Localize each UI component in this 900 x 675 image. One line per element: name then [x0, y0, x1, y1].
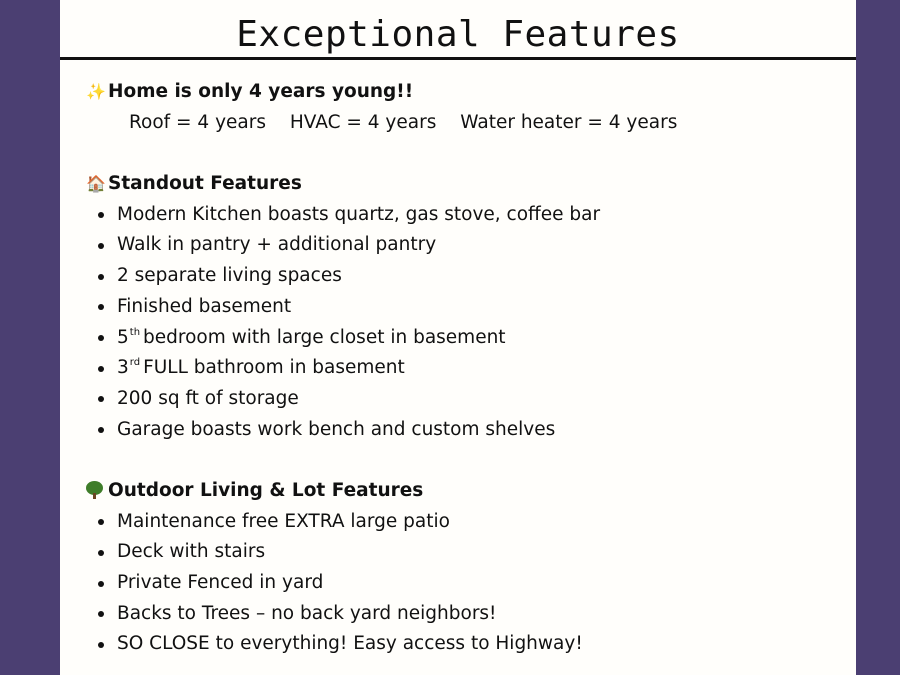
- section-heading-outdoor: [86, 476, 846, 507]
- list-item: Finished basement: [86, 292, 846, 323]
- list-item: Private Fenced in yard: [86, 568, 846, 599]
- list-item: Maintenance free EXTRA large patio: [86, 507, 846, 538]
- section-heading-text: Outdoor Living & Lot Features: [108, 479, 424, 501]
- ordinal-suffix: rd: [129, 357, 141, 369]
- list-item-text: bedroom with large closet in basement: [143, 326, 506, 348]
- tree-icon: [86, 481, 103, 499]
- list-item: Deck with stairs: [86, 537, 846, 568]
- list-item: Backs to Trees – no back yard neighbors!: [86, 599, 846, 630]
- system-ages-line: [86, 108, 846, 139]
- ordinal-suffix: th: [129, 326, 141, 338]
- house-icon: 🏠: [86, 174, 106, 194]
- ordinal-number: 3: [117, 357, 129, 379]
- list-item: Modern Kitchen boasts quartz, gas stove, coffee bar: [86, 200, 846, 231]
- ordinal-number: 5: [117, 326, 129, 348]
- list-item-text: FULL bathroom in basement: [143, 357, 405, 379]
- roof-age: Roof = 4 years: [129, 111, 266, 133]
- document-sheet: [60, 0, 856, 675]
- water-heater-age: Water heater = 4 years: [460, 111, 678, 133]
- outdoor-features-list: [86, 507, 846, 660]
- page-title: Exceptional Features: [236, 14, 680, 55]
- section-spacer: [86, 445, 846, 476]
- list-item: SO CLOSE to everything! Easy access to Highway!: [86, 629, 846, 660]
- sparkles-icon: ✨: [86, 82, 106, 101]
- list-item: [86, 353, 846, 384]
- feature-content: [86, 77, 846, 660]
- list-item: Walk in pantry + additional pantry: [86, 230, 846, 261]
- section-heading-text: Home is only 4 years young!!: [108, 81, 414, 102]
- title-divider: [60, 57, 856, 60]
- standout-features-list: [86, 200, 846, 446]
- list-item: Garage boasts work bench and custom shelves: [86, 415, 846, 446]
- section-heading-young: [86, 77, 846, 108]
- list-item: [86, 323, 846, 354]
- section-heading-standout: [86, 169, 846, 200]
- list-item: 2 separate living spaces: [86, 261, 846, 292]
- list-item: 200 sq ft of storage: [86, 384, 846, 415]
- hvac-age: HVAC = 4 years: [289, 111, 437, 133]
- section-heading-text: Standout Features: [108, 173, 302, 195]
- section-spacer: [86, 138, 846, 169]
